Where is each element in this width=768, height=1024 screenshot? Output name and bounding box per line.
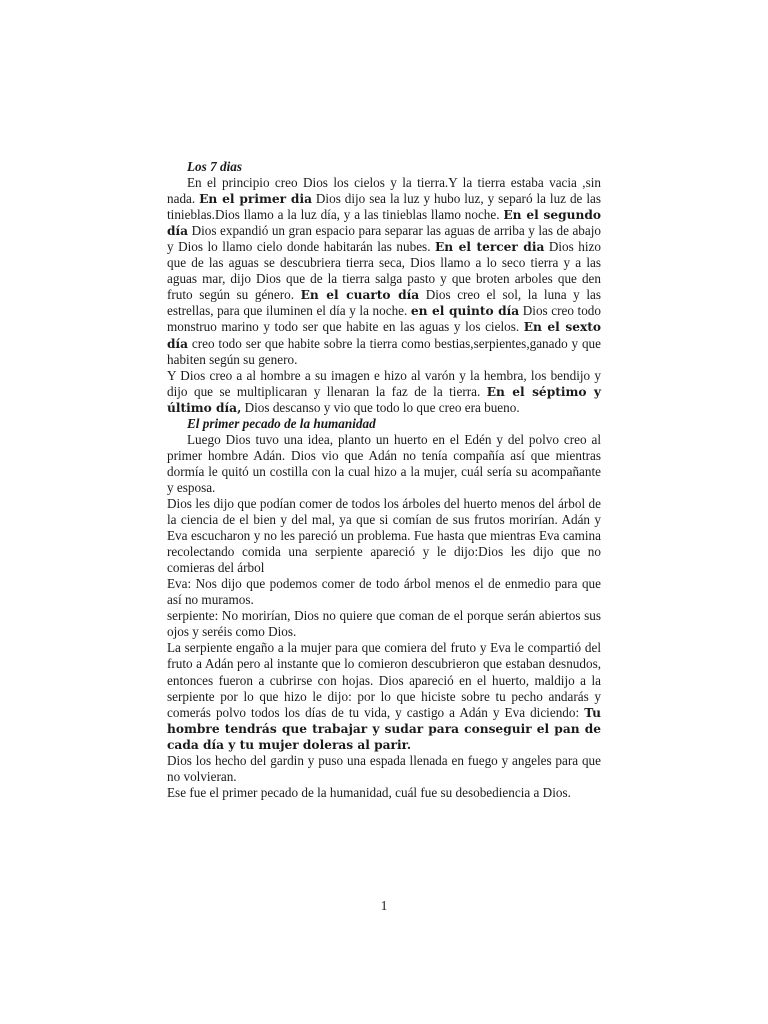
text-span: creo todo ser que habite sobre la tierra como bestias,serpientes,ganado y que habiten según su genero.: [167, 335, 601, 367]
bold-phrase-curse: Tu hombre tendrás que trabajar y sudar para conseguir el pan de cada día y tu mujer doleras al parir.: [167, 705, 601, 752]
bold-phrase-sexto-dia: En el sexto día: [167, 320, 601, 351]
bold-phrase-quinto-dia: en el quinto día: [410, 304, 520, 319]
paragraph-eva-reply: Eva: Nos dijo que podemos comer de todo árbol menos el de enmedio para que así no muramos.: [167, 576, 601, 608]
text-span: Dios hizo que de las aguas se descubriera tierra seca, Dios llamo a lo seco tierra y a las aguas mar, dijo Dios que de la tierra salga pasto y que broten arboles que den fruto según su género.: [167, 239, 601, 303]
paragraph-serpent-reply: serpiente: No morirían, Dios no quiere que coman de el porque serán abiertos sus ojos y seréis como Dios.: [167, 608, 601, 640]
text-span: Dios descanso y vio que todo lo que creo era bueno.: [241, 399, 520, 415]
bold-phrase-cuarto-dia: En el cuarto día: [300, 288, 420, 303]
text-span: En el principio creo Dios los cielos y la tierra.Y la tierra estaba vacia ,sin nada.: [167, 175, 601, 207]
text-span: Dios creo el sol, la luna y las estrellas, para que iluminen el día y la noche.: [167, 287, 601, 319]
bold-phrase-septimo-dia: En el séptimo y último día,: [167, 384, 601, 415]
paragraph-conclusion: Ese fue el primer pecado de la humanidad, cuál fue su desobediencia a Dios.: [167, 784, 571, 800]
paragraph-expulsion: Dios los hecho del gardin y puso una espada llenada en fuego y angeles para que no volvieran.: [167, 752, 601, 784]
document-body: [167, 159, 601, 801]
section-title-7-dias: Los 7 dias: [187, 159, 242, 174]
bold-phrase-segundo-dia: En el segundo día: [167, 208, 601, 239]
bold-phrase-primer-dia: En el primer dia: [199, 192, 312, 207]
paragraph-eden: Luego Dios tuvo una idea, planto un huerto en el Edén y del polvo creo al primer hombre Adán. Dios vio que Adán no tenía compañía así que mientras dormía le quitó un costilla con la cual hizo a la mujer, cuál sería su acompañante y esposa.: [167, 431, 601, 495]
section-title-primer-pecado: El primer pecado de la humanidad: [187, 415, 376, 431]
text-span: Dios creo todo monstruo marino y todo ser que habite en las aguas y los cielos.: [167, 303, 601, 335]
paragraph-deception: [167, 640, 601, 752]
paragraph-tree-of-knowledge: Dios les dijo que podían comer de todos los árboles del huerto menos del árbol de la ciencia de el bien y del mal, ya que si comían de sus frutos morirían. Adán y Eva escucharon y no les pareció un problema. Fue hasta que mientras Eva camina recolectando comida una serpiente apareció y le dijo:Dios les dijo que no comieras del árbol: [167, 495, 601, 576]
paragraph-man-creation: [167, 368, 601, 416]
paragraph-creation-days: [167, 175, 601, 368]
text-span: Dios dijo sea la luz y hubo luz, y separó la luz de las tinieblas.Dios llamo a la luz día, y a las tinieblas llamo noche.: [167, 191, 601, 223]
page-number: 1: [380, 898, 388, 913]
text-span: Y Dios creo a al hombre a su imagen e hizo al varón y la hembra, los bendijo y dijo que se multiplicaran y llenaran la faz de la tierra.: [167, 367, 601, 399]
text-span: La serpiente engaño a la mujer para que comiera del fruto y Eva le compartió del fruto a Adán pero al instante que lo comieron descubrieron que estaban desnudos, entonces fueron a cubrirse con hojas. Dios apareció en el huerto, maldijo a la serpiente por lo que hizo le dijo: por lo que hiciste sobre tu pecho andarás y comerás polvo todos los días de tu vida, y castigo a Adán y Eva diciendo:: [167, 640, 601, 720]
bold-phrase-tercer-dia: En el tercer dia: [435, 240, 545, 255]
text-span: Dios expandió un gran espacio para separar las aguas de arriba y las de abajo y Dios lo llamo cielo donde habitarán las nubes.: [167, 223, 601, 255]
